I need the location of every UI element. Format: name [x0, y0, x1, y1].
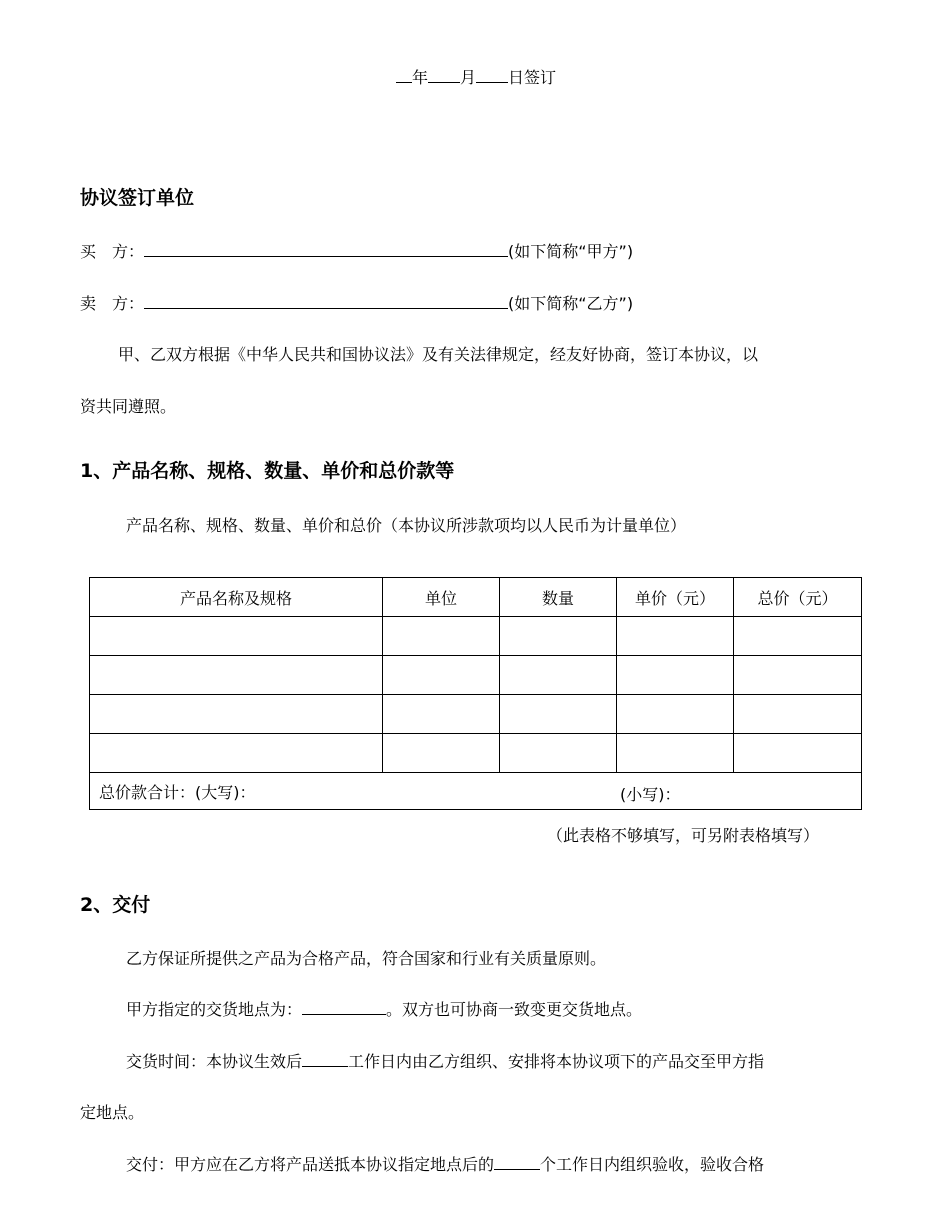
product-table: [89, 577, 862, 810]
buyer-name-blank[interactable]: [144, 242, 508, 257]
table-cell[interactable]: [90, 656, 383, 695]
table-cell[interactable]: [500, 695, 617, 734]
table-cell[interactable]: [90, 617, 383, 656]
seller-label: 卖 方：: [80, 294, 145, 313]
table-cell[interactable]: [500, 656, 617, 695]
header-total-price: 总价（元）: [734, 578, 862, 617]
delivery-days-blank[interactable]: [302, 1052, 348, 1067]
table-cell[interactable]: [617, 695, 734, 734]
total-capital-label: 总价款合计：(大写)：: [99, 782, 256, 802]
section2-heading: 2、交付: [80, 894, 151, 916]
table-cell[interactable]: [617, 656, 734, 695]
table-cell[interactable]: [734, 734, 862, 773]
table-cell[interactable]: [90, 734, 383, 773]
delivery-location-line: [126, 1000, 642, 1020]
table-row: [90, 734, 862, 773]
delivery-time-suffix: 工作日内由乙方组织、安排将本协议项下的产品交至甲方指: [348, 1052, 765, 1071]
buyer-label: 买 方：: [80, 242, 145, 261]
intro-line-2: 资共同遵照。: [80, 397, 177, 416]
table-cell[interactable]: [90, 695, 383, 734]
table-row: [90, 617, 862, 656]
intro-line-1: 甲、乙双方根据《中华人民共和国协议法》及有关法律规定，经友好协商，签订本协议，以: [118, 345, 759, 364]
quality-paragraph: 乙方保证所提供之产品为合格产品，符合国家和行业有关质量原则。: [126, 949, 607, 968]
table-header-row: [90, 578, 862, 617]
seller-line: [80, 294, 633, 314]
total-small-label: (小写)：: [620, 785, 681, 804]
table-cell[interactable]: [500, 734, 617, 773]
table-cell[interactable]: [383, 656, 500, 695]
day-blank[interactable]: [476, 68, 508, 83]
delivery-location-suffix: 。双方也可协商一致变更交货地点。: [386, 1000, 643, 1019]
year-blank[interactable]: [396, 68, 412, 83]
table-cell[interactable]: [383, 695, 500, 734]
parties-heading: 协议签订单位: [80, 187, 195, 209]
header-unit-price: 单价（元）: [617, 578, 734, 617]
delivery-time-line: [126, 1052, 764, 1072]
table-cell[interactable]: [617, 617, 734, 656]
table-cell[interactable]: [734, 695, 862, 734]
table-cell[interactable]: [500, 617, 617, 656]
acceptance-label: 交付：甲方应在乙方将产品送抵本协议指定地点后的: [126, 1155, 495, 1174]
header-product-name: 产品名称及规格: [90, 578, 383, 617]
table-row: [90, 695, 862, 734]
table-cell[interactable]: [734, 617, 862, 656]
table-row: [90, 656, 862, 695]
day-label: 日签订: [508, 68, 557, 87]
seller-name-blank[interactable]: [144, 294, 508, 309]
signing-date-line: [396, 68, 556, 88]
section1-subtitle: 产品名称、规格、数量、单价和总价（本协议所涉款项均以人民币为计量单位）: [126, 516, 687, 535]
total-amount-cell[interactable]: [90, 773, 862, 810]
year-label: 年: [412, 68, 429, 87]
header-unit: 单位: [383, 578, 500, 617]
header-quantity: 数量: [500, 578, 617, 617]
delivery-location-label: 甲方指定的交货地点为：: [126, 1000, 303, 1019]
delivery-time-label: 交货时间：本协议生效后: [126, 1052, 303, 1071]
acceptance-days-blank[interactable]: [494, 1155, 540, 1170]
table-total-row: [90, 773, 862, 810]
table-cell[interactable]: [617, 734, 734, 773]
section1-heading: 1、产品名称、规格、数量、单价和总价款等: [80, 460, 455, 482]
month-label: 月: [460, 68, 477, 87]
delivery-time-continuation: 定地点。: [80, 1103, 145, 1122]
acceptance-line: [126, 1155, 764, 1175]
table-cell[interactable]: [383, 734, 500, 773]
table-note: （此表格不够填写，可另附表格填写）: [547, 826, 820, 845]
seller-suffix: (如下简称“乙方”): [508, 294, 634, 313]
buyer-suffix: (如下简称“甲方”): [508, 242, 634, 261]
table-cell[interactable]: [383, 617, 500, 656]
delivery-location-blank[interactable]: [302, 1000, 386, 1015]
buyer-line: [80, 242, 633, 262]
table-cell[interactable]: [734, 656, 862, 695]
month-blank[interactable]: [428, 68, 460, 83]
acceptance-suffix: 个工作日内组织验收，验收合格: [540, 1155, 765, 1174]
